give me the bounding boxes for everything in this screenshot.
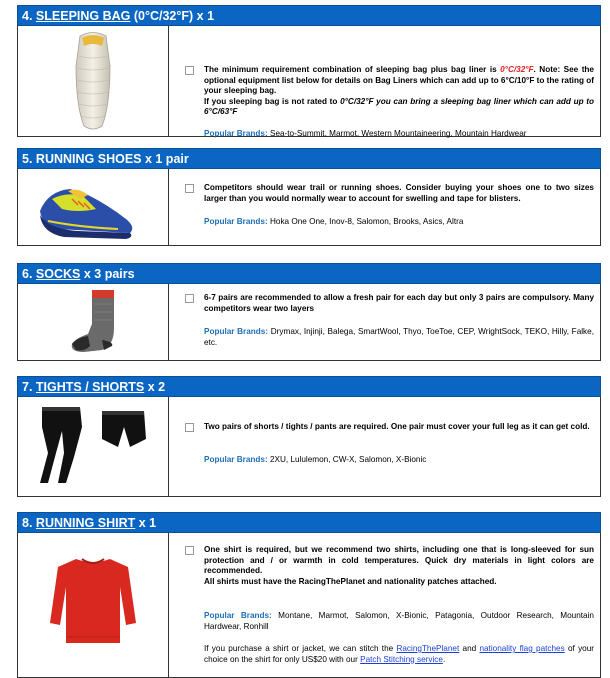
section-body: Competitors should wear trail or running shoes. Consider buying your shoes one to two sizes larger than you would normally wear to account for swelling and tape for blisters. Popular Brands: Hoka One One, Inov-8, Salomon, Brooks, Asics, Altra — [17, 169, 601, 246]
section-header: 8. RUNNING SHIRT x 1 — [17, 512, 601, 533]
section-sleeping-bag — [17, 5, 601, 137]
checkbox[interactable] — [185, 294, 194, 303]
nationality-flag-patches-link[interactable]: nationality flag patches — [479, 644, 565, 653]
checkbox[interactable] — [185, 423, 194, 432]
section-running-shoes — [17, 148, 601, 246]
section-header: 4. SLEEPING BAG (0°C/32°F) x 1 — [17, 5, 601, 26]
patch-stitching-service-link[interactable]: Patch Stitching service — [360, 654, 443, 664]
brands-label: Popular Brands: — [204, 327, 269, 336]
checkbox[interactable] — [185, 66, 194, 75]
section-body: The minimum requirement combination of sleeping bag plus bag liner is 0°C/32°F. Note: See the optional equipment list below for details on Bag Liners which can add up to 6°C/10°F to the rating of your sleeping bag. If you sleeping bag is not rated to 0°C/32°F you can bring a sleeping bag liner which can add up to 6°C/63°F Popular Brands: Sea-to-Summit, Marmot, Western Mountaineering, Mountain Hardwear — [17, 26, 601, 137]
shirt-image — [18, 533, 168, 677]
section-running-shirt — [17, 512, 601, 678]
sleeping-bag-link[interactable]: SLEEPING BAG — [35, 9, 131, 23]
section-body: One shirt is required, but we recommend two shirts, including one that is long-sleeved for sun protection and / or warmth in cold temperatures. Quick dry materials in light colors are recommended. All shirts must have the RacingThePlanet and nationality patches attached. Popular Brands: Montane, Marmot, Salomon, X-Bionic, Patagonia, Outdoor Research, Mountain Hardwear, Ronhill If you purchase a shirt or jacket, we can stitch the RacingThePlanet and nationality flag patches of your choice on the shirt for only US$20 with our Patch Stitching service. — [17, 533, 601, 678]
section-header: 7. TIGHTS / SHORTS x 2 — [17, 376, 601, 397]
brands-label: Popular Brands: — [204, 129, 268, 138]
image-cell — [18, 26, 169, 136]
checkbox[interactable] — [185, 184, 194, 193]
tights-shorts-link[interactable]: TIGHTS / SHORTS — [35, 380, 145, 394]
brands-label: Popular Brands: — [204, 611, 272, 620]
section-header: 6. SOCKS x 3 pairs — [17, 263, 601, 284]
section-body: Two pairs of shorts / tights / pants are required. One pair must cover your full leg as it can get cold. Popular Brands: 2XU, Lululemon, CW-X, Salomon, X-Bionic — [17, 397, 601, 497]
section-body: 6-7 pairs are recommended to allow a fresh pair for each day but only 3 pairs are compulsory. Many competitors wear two layers Popular Brands: Drymax, Injinji, Balega, SmartWool, Thyo, ToeToe, CEP, WrightSock, TEKO, Hilly, Falke, etc. — [17, 284, 601, 361]
running-shirt-link[interactable]: RUNNING SHIRT — [35, 516, 136, 530]
tights-shorts-image — [18, 397, 168, 496]
brands-label: Popular Brands: — [204, 455, 268, 464]
image-cell — [18, 533, 169, 677]
running-shoe-image — [18, 169, 168, 245]
section-socks — [17, 263, 601, 361]
image-cell — [18, 169, 169, 245]
sock-image — [18, 284, 168, 360]
racingtheplanet-link[interactable]: RacingThePlanet — [396, 644, 460, 653]
sleeping-bag-image — [18, 26, 168, 136]
brands-label: Popular Brands: — [204, 217, 268, 226]
image-cell — [18, 284, 169, 360]
checkbox[interactable] — [185, 546, 194, 555]
section-header: 5. RUNNING SHOES x 1 pair — [17, 148, 601, 169]
image-cell — [18, 397, 169, 496]
socks-link[interactable]: SOCKS — [35, 267, 81, 281]
section-tights-shorts — [17, 376, 601, 497]
